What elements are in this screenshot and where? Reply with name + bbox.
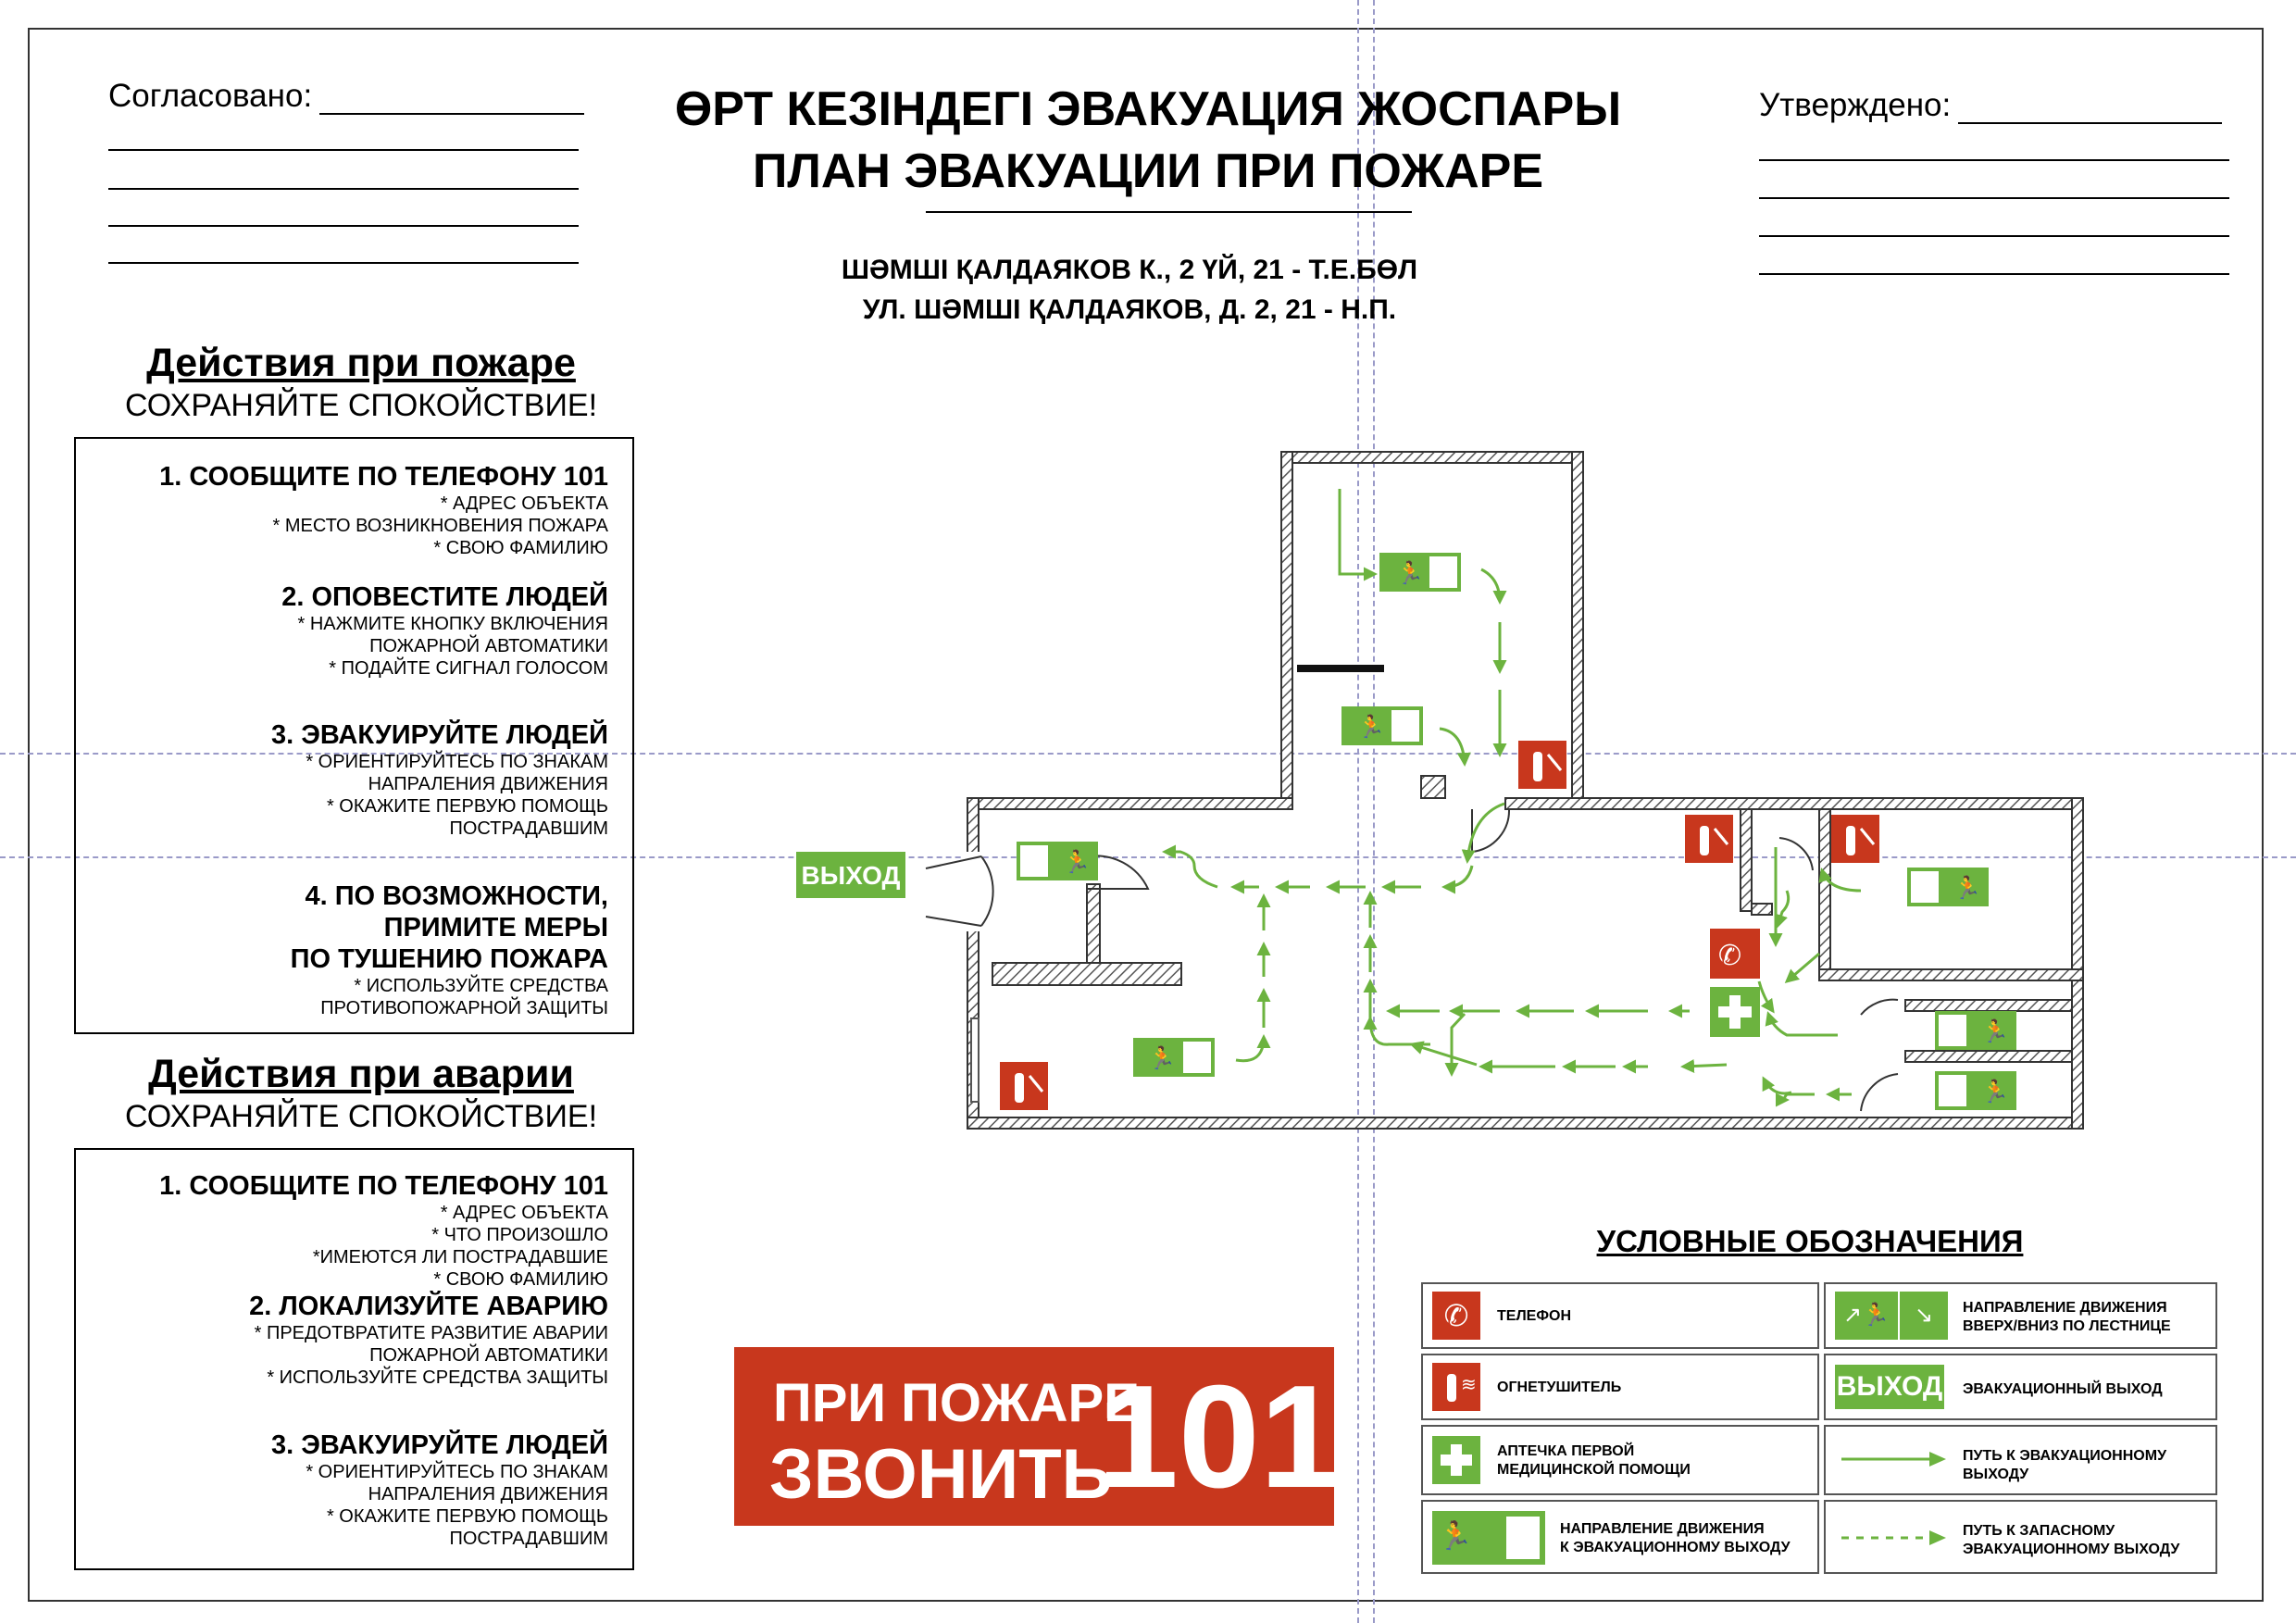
svg-text:🏃: 🏃	[1953, 875, 1981, 901]
phone-icon	[1710, 929, 1760, 979]
reserve-route-arrow-icon	[1837, 1524, 1953, 1552]
fire-step-1: 1. СООБЩИТЕ ПО ТЕЛЕФОНУ 101 * АДРЕС ОБЪЕКТА * МЕСТО ВОЗНИКНОВЕНИЯ ПОЖАРА * СВОЮ ФАМИЛИЮ	[159, 462, 608, 558]
call-line-1: ПРИ ПОЖАРЕ	[773, 1373, 1140, 1433]
call-line-2: ЗВОНИТЬ	[769, 1435, 1113, 1514]
svg-text:🏃: 🏃	[1981, 1079, 2009, 1105]
exit-sign: ВЫХОД	[1835, 1365, 1944, 1409]
legend-phone: ✆ ТЕЛЕФОН	[1421, 1282, 1819, 1349]
fire-step-3: 3. ЭВАКУИРУЙТЕ ЛЮДЕЙ * ОРИЕНТИРУЙТЕСЬ ПО ЗНАКАМ НАПРАЛЕНИЯ ДВИЖЕНИЯ * ОКАЖИТЕ ПЕРВУЮ ПОМОЩЬ ПОСТРАДАВШИМ	[271, 720, 608, 839]
accident-step-3: 3. ЭВАКУИРУЙТЕ ЛЮДЕЙ * ОРИЕНТИРУЙТЕСЬ ПО ЗНАКАМ НАПРАЛЕНИЯ ДВИЖЕНИЯ * ОКАЖИТЕ ПЕРВУЮ ПОМОЩЬ ПОСТРАДАВШИМ	[271, 1430, 608, 1549]
title-ru: ПЛАН ЭВАКУАЦИИ ПРИ ПОЖАРЕ	[752, 144, 1544, 198]
exit-direction-icon: 🏃	[1432, 1511, 1545, 1565]
svg-text:🏃: 🏃	[1981, 1018, 2009, 1044]
approved-label: Утверждено:	[1759, 87, 1952, 123]
fire-extinguisher-icon: ≋	[1432, 1363, 1480, 1411]
first-aid-icon	[1710, 987, 1760, 1037]
exit-sign-green	[1935, 1071, 2016, 1110]
accident-actions-subtitle: СОХРАНЯЙТЕ СПОКОЙСТВИЕ!	[124, 1099, 598, 1134]
exit-sign-green	[1017, 842, 1098, 880]
accident-step-1: 1. СООБЩИТЕ ПО ТЕЛЕФОНУ 101 * АДРЕС ОБЪЕКТА * ЧТО ПРОИЗОШЛО *ИМЕЮТСЯ ЛИ ПОСТРАДАВШИЕ * СВОЮ ФАМИЛИЮ	[159, 1171, 608, 1290]
fire-actions-subtitle: СОХРАНЯЙТЕ СПОКОЙСТВИЕ!	[124, 388, 598, 423]
address-ru: УЛ. ШӘМШІ ҚАЛДАЯКОВ, Д. 2, 21 - Н.П.	[862, 294, 1397, 325]
phone-icon: ✆	[1432, 1292, 1480, 1340]
agreed-label: Согласовано:	[108, 78, 313, 114]
accident-step-2: 2. ЛОКАЛИЗУЙТЕ АВАРИЮ * ПРЕДОТВРАТИТЕ РАЗВИТИЕ АВАРИИ ПОЖАРНОЙ АВТОМАТИКИ * ИСПОЛЬЗУЙТЕ СРЕДСТВА ЗАЩИТЫ	[249, 1292, 608, 1388]
svg-text:🏃: 🏃	[1148, 1045, 1176, 1071]
walls	[967, 452, 2083, 1129]
stairs-up-icon: ↗🏃	[1835, 1292, 1898, 1340]
fire-extinguisher-icon	[1000, 1062, 1048, 1110]
wall-marker	[1297, 665, 1384, 672]
accident-actions-title: Действия при аварии	[148, 1052, 574, 1096]
window	[971, 1018, 979, 1102]
exit-sign-green	[1379, 553, 1461, 592]
plan-exit-sign	[796, 852, 905, 898]
svg-text:🏃: 🏃	[1063, 849, 1091, 875]
legend-extinguisher: ≋ ОГНЕТУШИТЕЛЬ	[1421, 1354, 1819, 1420]
legend-stairs: ↗🏃 ↘ НАПРАВЛЕНИЕ ДВИЖЕНИЯ ВВЕРХ/ВНИЗ ПО ЛЕСТНИЦЕ	[1824, 1282, 2217, 1349]
svg-text:🏃: 🏃	[1357, 714, 1385, 740]
svg-text:✆: ✆	[1718, 940, 1742, 972]
fire-actions-title: Действия при пожаре	[146, 341, 576, 385]
exit-sign-green	[1341, 706, 1423, 745]
stairs-down-icon: ↘	[1900, 1292, 1948, 1340]
plan-exit-label: ВЫХОД	[801, 861, 901, 890]
call-number: 101	[1097, 1355, 1341, 1518]
legend-direction: 🏃 НАПРАВЛЕНИЕ ДВИЖЕНИЯ К ЭВАКУАЦИОННОМУ ВЫХОДУ	[1421, 1500, 1819, 1574]
fire-step-2: 2. ОПОВЕСТИТЕ ЛЮДЕЙ * НАЖМИТЕ КНОПКУ ВКЛЮЧЕНИЯ ПОЖАРНОЙ АВТОМАТИКИ * ПОДАЙТЕ СИГНАЛ ГОЛОСОМ	[281, 582, 608, 679]
route-arrow-icon	[1837, 1445, 1953, 1473]
exit-sign-green	[1133, 1038, 1215, 1077]
legend-exit: ВЫХОД ЭВАКУАЦИОННЫЙ ВЫХОД	[1824, 1354, 2217, 1420]
title-kz: ӨРТ КЕЗІНДЕГІ ЭВАКУАЦИЯ ЖОСПАРЫ	[674, 82, 1622, 136]
exit-opening	[963, 852, 983, 931]
legend-first-aid: АПТЕЧКА ПЕРВОЙ МЕДИЦИНСКОЙ ПОМОЩИ	[1421, 1425, 1819, 1495]
exit-sign-green	[1935, 1011, 2016, 1050]
address-kz: ШӘМШІ ҚАЛДАЯКОВ К., 2 ҮЙ, 21 - Т.Е.БӨЛ	[841, 255, 1418, 285]
first-aid-icon	[1432, 1436, 1480, 1484]
legend-route: ПУТЬ К ЭВАКУАЦИОННОМУ ВЫХОДУ	[1824, 1425, 2217, 1495]
fire-extinguisher-icon	[1518, 741, 1566, 789]
exit-sign-green	[1907, 868, 1989, 906]
legend-reserve-route: ПУТЬ К ЗАПАСНОМУ ЭВАКУАЦИОННОМУ ВЫХОДУ	[1824, 1500, 2217, 1574]
fire-extinguisher-icon	[1831, 815, 1879, 863]
fire-extinguisher-icon	[1685, 815, 1733, 863]
fire-step-4: 4. ПО ВОЗМОЖНОСТИ, ПРИМИТЕ МЕРЫ ПО ТУШЕНИЮ ПОЖАРА * ИСПОЛЬЗУЙТЕ СРЕДСТВА ПРОТИВОПОЖАРНОЙ ЗАЩИТЫ	[290, 881, 608, 1018]
svg-text:🏃: 🏃	[1396, 560, 1424, 586]
legend-title: УСЛОВНЫЕ ОБОЗНАЧЕНИЯ	[1596, 1224, 2024, 1258]
